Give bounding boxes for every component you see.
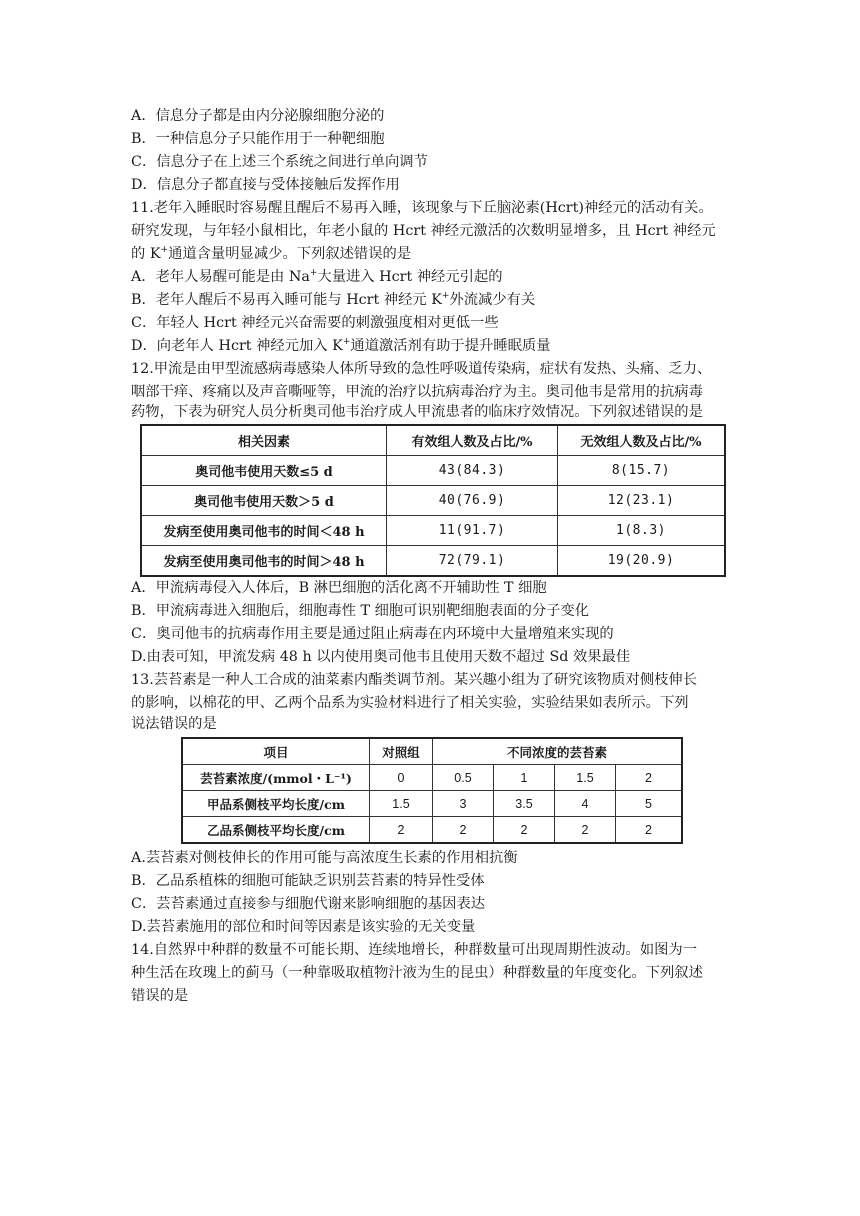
table-row — [141, 516, 725, 546]
q13-brassinolide-table — [181, 737, 683, 844]
table-row — [141, 486, 725, 516]
q14-stem-line-1: 14.自然界中种群的数量不可能长期、连续地增长，种群数量可出现周期性波动。如图为一 — [131, 942, 698, 958]
q11-option-a: A．老年人易醒可能是由 Na+大量进入 Hcrt 神经元引起的 — [131, 268, 503, 285]
table-header-cell: 项目 — [182, 738, 370, 765]
table-cell: 奥司他韦使用天数＞5 d — [141, 486, 387, 516]
q13-stem-line-3: 说法错误的是 — [131, 716, 217, 732]
table-cell: 1.5 — [370, 791, 433, 817]
table-cell: 72(79.1) — [387, 546, 558, 577]
table-cell: 5 — [616, 791, 683, 817]
q11-stem-line-1: 11.老年入睡眠时容易醒且醒后不易再入睡，该现象与下丘脑泌素(Hcrt)神经元的活动有关。 — [131, 200, 713, 216]
table-header-row — [141, 425, 725, 456]
q12-option-a: A．甲流病毒侵入人体后，B 淋巴细胞的活化离不开辅助性 T 细胞 — [131, 580, 547, 596]
table-header-cell: 不同浓度的芸苔素 — [433, 738, 683, 765]
table-cell: 0.5 — [433, 765, 494, 791]
table-row — [182, 765, 682, 791]
q12-stem-line-1: 12.甲流是由甲型流感病毒感染人体所导致的急性呼吸道传染病，症状有发热、头痛、乏力、 — [131, 361, 712, 377]
table-cell: 1(8.3) — [558, 516, 726, 546]
table-row — [182, 817, 682, 844]
table-cell: 43(84.3) — [387, 456, 558, 486]
table-row-label: 甲品系侧枝平均长度/cm — [182, 791, 370, 817]
table-cell: 2 — [555, 817, 616, 844]
q13-option-a: A.芸苔素对侧枝伸长的作用可能与高浓度生长素的作用相抗衡 — [131, 850, 518, 866]
table-header-cell: 相关因素 — [141, 425, 387, 456]
q11-option-b: B．老年人醒后不易再入睡可能与 Hcrt 神经元 K+外流减少有关 — [131, 291, 536, 308]
q10-option-c: C．信息分子在上述三个系统之间进行单向调节 — [131, 154, 428, 170]
q13-option-d: D.芸苔素施用的部位和时间等因素是该实验的无关变量 — [131, 919, 476, 935]
table-cell: 3.5 — [494, 791, 555, 817]
q12-option-c: C．奥司他韦的抗病毒作用主要是通过阻止病毒在内环境中大量增殖来实现的 — [131, 626, 614, 642]
table-cell: 0 — [370, 765, 433, 791]
q11-stem-line-3: 的 K+通道含量明显减少。下列叙述错误的是 — [131, 245, 412, 262]
table-cell: 3 — [433, 791, 494, 817]
q14-stem-line-3: 错误的是 — [131, 988, 189, 1004]
q14-stem-line-2: 种生活在玫瑰上的蓟马（一种靠吸取植物汁液为生的昆虫）种群数量的年度变化。下列叙述 — [131, 965, 703, 981]
table-cell: 40(76.9) — [387, 486, 558, 516]
q12-stem-line-3: 药物，下表为研究人员分析奥司他韦治疗成人甲流患者的临床疗效情况。下列叙述错误的是 — [131, 404, 703, 420]
table-header-cell: 对照组 — [370, 738, 433, 765]
table-cell: 11(91.7) — [387, 516, 558, 546]
table-cell: 8(15.7) — [558, 456, 726, 486]
table-row-label: 芸苔素浓度/(mmol・L⁻¹) — [182, 765, 370, 791]
table-header-row — [182, 738, 682, 765]
q13-option-b: B．乙品系植株的细胞可能缺乏识别芸苔素的特异性受体 — [131, 873, 485, 889]
table-cell: 2 — [370, 817, 433, 844]
table-cell: 1.5 — [555, 765, 616, 791]
q13-stem-line-2: 的影响，以棉花的甲、乙两个品系为实验材料进行了相关实验，实验结果如表所示。下列 — [131, 695, 689, 711]
table-cell: 2 — [616, 765, 683, 791]
q11-option-c: C．年轻人 Hcrt 神经元兴奋需要的刺激强度相对更低一些 — [131, 315, 499, 331]
table-header-cell: 无效组人数及占比/% — [558, 425, 726, 456]
table-row — [141, 546, 725, 577]
table-cell: 2 — [616, 817, 683, 844]
q12-option-d: D.由表可知，甲流发病 48 h 以内使用奥司他韦且使用天数不超过 Sd 效果最佳 — [131, 649, 631, 665]
table-cell: 2 — [433, 817, 494, 844]
q10-option-a: A．信息分子都是由内分泌腺细胞分泌的 — [131, 108, 385, 124]
table-cell: 发病至使用奥司他韦的时间＜48 h — [141, 516, 387, 546]
table-row-label: 乙品系侧枝平均长度/cm — [182, 817, 370, 844]
q12-stem-line-2: 咽部干痒、疼痛以及声音嘶哑等，甲流的治疗以抗病毒治疗为主。奥司他韦是常用的抗病毒 — [131, 384, 703, 400]
table-cell: 12(23.1) — [558, 486, 726, 516]
table-cell: 1 — [494, 765, 555, 791]
table-cell: 发病至使用奥司他韦的时间＞48 h — [141, 546, 387, 577]
q12-efficacy-table — [140, 424, 726, 577]
table-cell: 2 — [494, 817, 555, 844]
table-cell: 奥司他韦使用天数≤5 d — [141, 456, 387, 486]
q11-option-d: D．向老年人 Hcrt 神经元加入 K+通道激活剂有助于提升睡眠质量 — [131, 337, 551, 354]
q11-stem-line-2: 研究发现，与年轻小鼠相比，年老小鼠的 Hcrt 神经元激活的次数明显增多，且 Hcrt 神经元 — [131, 223, 716, 239]
q12-option-b: B．甲流病毒进入细胞后，细胞毒性 T 细胞可识别靶细胞表面的分子变化 — [131, 603, 590, 619]
table-row — [141, 456, 725, 486]
table-cell: 19(20.9) — [558, 546, 726, 577]
q10-option-b: B．一种信息分子只能作用于一种靶细胞 — [131, 131, 385, 147]
table-header-cell: 有效组人数及占比/% — [387, 425, 558, 456]
q13-option-c: C．芸苔素通过直接参与细胞代谢来影响细胞的基因表达 — [131, 896, 486, 912]
table-row — [182, 791, 682, 817]
q13-stem-line-1: 13.芸苔素是一种人工合成的油菜素内酯类调节剂。某兴趣小组为了研究该物质对侧枝伸长 — [131, 672, 698, 688]
q10-option-d: D．信息分子都直接与受体接触后发挥作用 — [131, 177, 400, 193]
table-cell: 4 — [555, 791, 616, 817]
